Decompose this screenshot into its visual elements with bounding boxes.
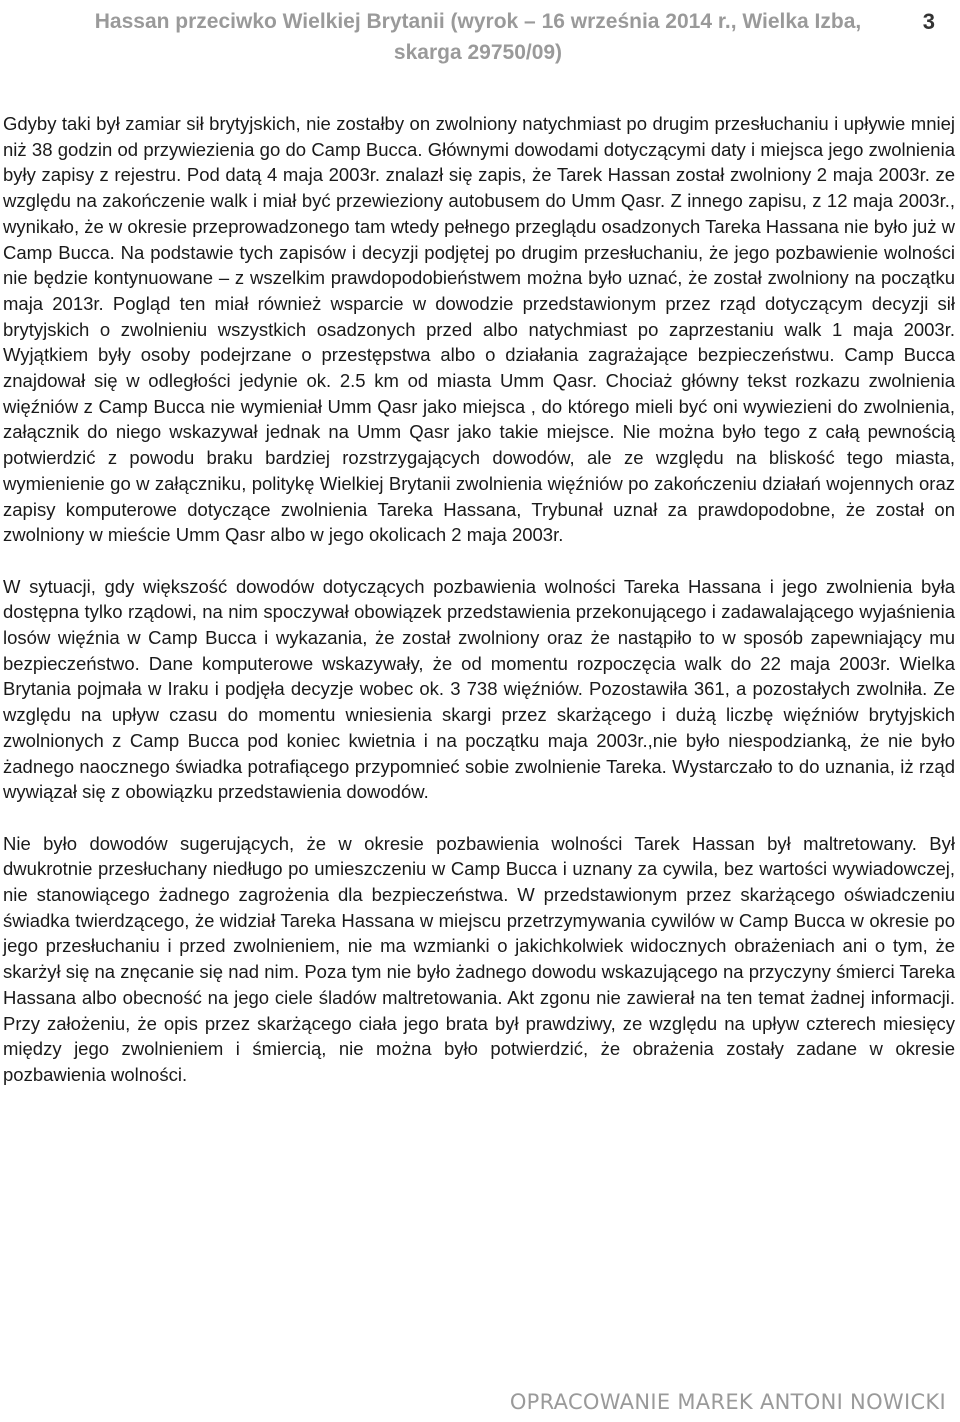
page-number: 3 (922, 9, 935, 34)
paragraph-gap (3, 548, 955, 574)
paragraph-gap (3, 805, 955, 831)
paragraph-government-burden: W sytuacji, gdy większość dowodów dotyczących pozbawienia wolności Tareka Hassana i jego zwolnienia była dostępna tylko rządowi, na nim spoczywał obowiązek przedstawienia przekonującego i zadawalającego wyjaśnienia losów więźnia w Camp Bucca i wykazania, że został zwolniony oraz że nastąpiło to w sposób zapewniający mu bezpieczeństwo. Dane komputerowe wskazywały, że od momentu rozpoczęcia walk do 22 maja 2003r. Wielka Brytania pojmała w Iraku i podjęła decyzje wobec ok. 3 738 więźniów. Pozostawiła 361, a pozostałych zwolniła. Ze względu na upływ czasu do momentu wniesienia skargi przez skarżącego i dużą liczbę więźniów brytyjskich zwolnionych z Camp Bucca pod koniec kwietnia i na początku maja 2003r.,nie było niespodzianką, że nie było żadnego naocznego świadka potrafiącego przypomnieć sobie zwolnienie Tareka. Wystarczało to do uznania, iż rząd wywiązał się z obowiązku przedstawienia dowodów. (3, 575, 955, 803)
footer-credit: OPRACOWANIE MAREK ANTONI NOWICKI (509, 1390, 946, 1414)
running-header: Hassan przeciwko Wielkiej Brytanii (wyrok – 16 września 2014 r., Wielka Izba, skarga 29750/09) (94, 10, 862, 64)
paragraph-release-evidence: Gdyby taki był zamiar sił brytyjskich, nie zostałby on zwolniony natychmiast po drugim przesłuchaniu i upływie mniej niż 38 godzin od przywiezienia go do Camp Bucca. Głównymi dowodami dotyczącymi daty i miejsca jego zwolnienia były zapisy z rejestru. Pod datą 4 maja 2003r. znalazł się zapis, że Tarek Hassan został zwolniony 2 maja 2003r. ze względu na zakończenie walk i miał być przewieziony autobusem do Umm Qasr. Z innego zapisu, z 12 maja 2003r., wynikało, że w okresie przeprowadzonego tam wtedy pełnego przeglądu osadzonych Tareka Hassana nie było już w Camp Bucca. Na podstawie tych zapisów i decyzji podjętej po drugim przesłuchaniu, że jego pozbawienie wolności nie będzie kontynuowane – z wszelkim prawdopodobieństwem można było uznać, że został zwolniony na początku maja 2013r. Pogląd ten miał również wsparcie w dowodzie przedstawionym przez rząd dotyczącym decyzji sił brytyjskich o zwolnieniu wszystkich osadzonych przed albo natychmiast po zaprzestaniu walk 1 maja 2003r. Wyjątkiem były osoby podejrzane o przestępstwa albo o działania zagrażające bezpieczeństwu. Camp Bucca znajdował się w odległości jedynie ok. 2.5 km od miasta Umm Qasr. Chociaż główny tekst rozkazu zwolnienia więźniów z Camp Bucca nie wymieniał Umm Qasr jako miejsca , do którego mieli być oni wywiezieni do zwolnienia, załącznik do niego wskazywał jednak na Umm Qasr jako takie miejsce. Nie można było tego z całą pewnością potwierdzić z powodu braku bardziej rozstrzygających dowodów, ale ze względu na bliskość tego miasta, wymienienie go w załączniku, politykę Wielkiej Brytanii zwolnienia więźniów po zakończeniu działań wojennych oraz zapisy komputerowe dotyczące zwolnienia Tareka Hassana, Trybunał uznał za prawdopodobne, że został on zwolniony w mieście Umm Qasr albo w jego okolicach 2 maja 2003r. (3, 113, 955, 546)
document-body (3, 111, 955, 1088)
paragraph-no-ill-treatment: Nie było dowodów sugerujących, że w okresie pozbawienia wolności Tarek Hassan był maltretowany. Był dwukrotnie przesłuchany niedługo po umieszczeniu w Camp Bucca i uznany za cywila, bez wartości wywiadowczej, nie stanowiącego żadnego zagrożenia dla bezpieczeństwa. W przedstawionym przez skarżącego oświadczeniu świadka twierdzącego, że widział Tareka Hassana w miejscu przetrzymywania cywilów w Camp Bucca w okresie po jego przesłuchaniu i przed zwolnieniem, nie ma wzmianki o jakichkolwiek widocznych obrażeniach ani o tym, że skarżył się na znęcanie się nad nim. Poza tym nie było żadnego dowodu wskazującego na przyczyny śmierci Tareka Hassana albo obecność na jego ciele śladów maltretowania. Akt zgonu nie zawierał na ten temat żadnej informacji. Przy założeniu, że opis przez skarżącego ciała jego brata był prawdziwy, ze względu na upływ czterech miesięcy między jego zwolnieniem i śmiercią, nie można było potwierdzić, że obrażenia zostały zadane w okresie pozbawienia wolności. (3, 832, 955, 1085)
